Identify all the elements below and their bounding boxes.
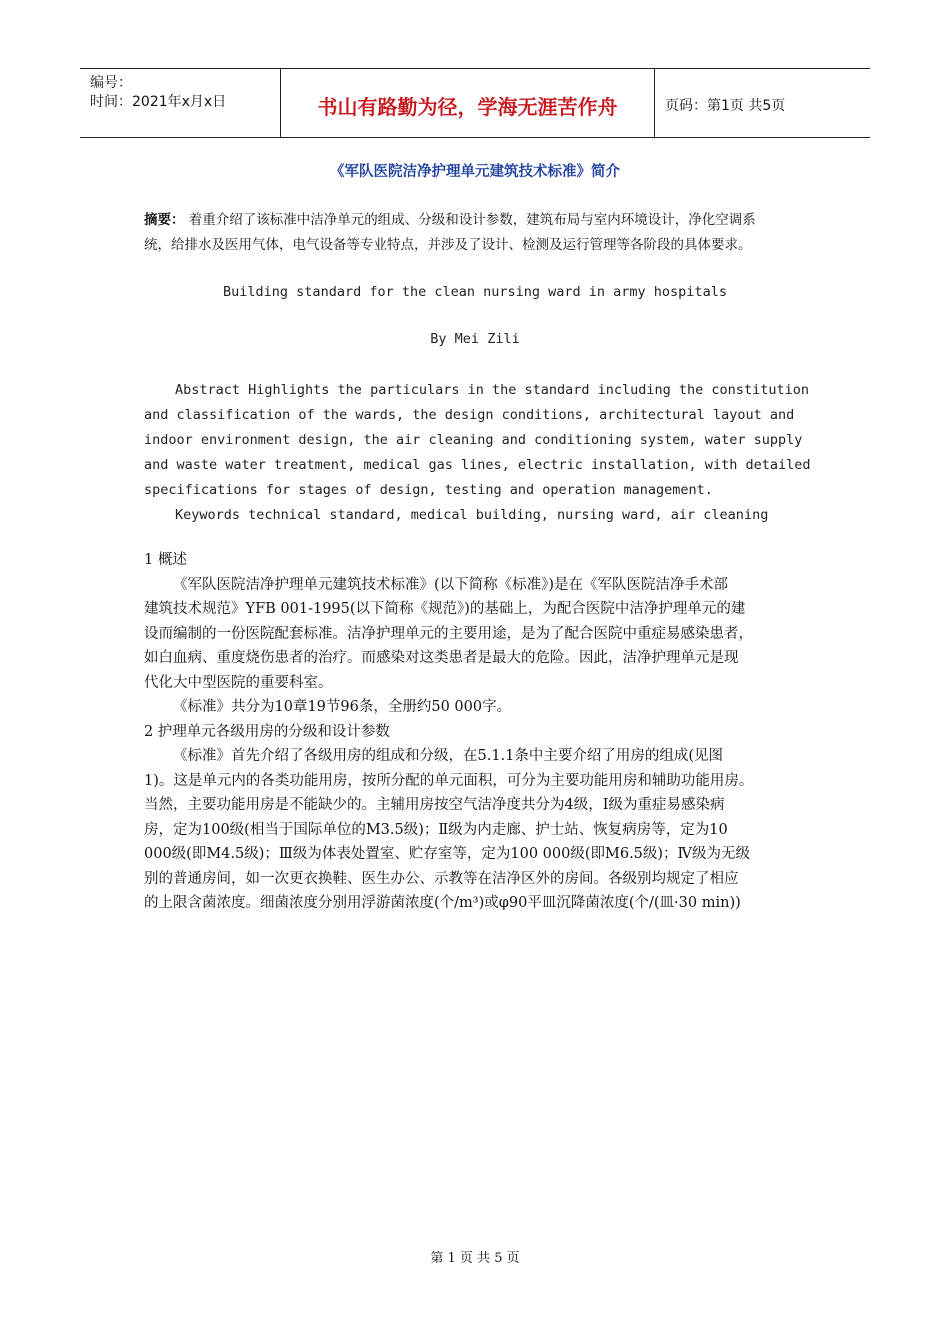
body-line: 建筑技术规范》YFB 001-1995(以下简称《规范》)的基础上，为配合医院中洁净护理单元的建 (144, 601, 746, 617)
section-2-heading: 2 护理单元各级用房的分级和设计参数 (144, 723, 390, 740)
english-abstract-line: specifications for stages of design, testing and operation management. (144, 482, 713, 498)
english-title: Building standard for the clean nursing ward in army hospitals (223, 284, 727, 300)
english-abstract-line: and waste water treatment, medical gas lines, electric installation, with detailed (144, 457, 811, 473)
body-line: 《军队医院洁净护理单元建筑技术标准》(以下简称《标准》)是在《军队医院洁净手术部 (173, 576, 729, 593)
body-line: 000级(即M4.5级)；Ⅲ级为体表处置室、贮存室等，定为100 000级(即M6.5级)；Ⅳ级为无级 (144, 846, 751, 862)
body-line: 设而编制的一份医院配套标准。洁净护理单元的主要用途，是为了配合医院中重症易感染患者， (144, 625, 753, 642)
header-meta-cell (80, 69, 281, 137)
document-body (144, 548, 814, 916)
body-line: 《标准》共分为10章19节96条，全册约50 000字。 (173, 699, 512, 715)
english-abstract-line: and classification of the wards, the design conditions, architectural layout and (144, 407, 795, 423)
body-line: 的上限含菌浓度。细菌浓度分别用浮游菌浓度(个/m³)或φ90平皿沉降菌浓度(个/(皿·30 min)) (144, 895, 741, 911)
body-line: 如白血病、重度烧伤患者的治疗。而感染对这类患者是最大的危险。因此，洁净护理单元是现 (144, 650, 739, 666)
chinese-abstract (144, 208, 809, 258)
abstract-line-2: 统，给排水及医用气体，电气设备等专业特点，并涉及了设计、检测及运行管理等各阶段的具体要求。 (144, 237, 752, 253)
number-label: 编号： (90, 75, 132, 91)
header-motto-cell (281, 69, 655, 137)
english-keywords: Keywords technical standard, medical building, nursing ward, air cleaning (175, 507, 769, 523)
english-abstract (144, 378, 824, 528)
body-line: 《标准》首先介绍了各级用房的组成和分级，在5.1.1条中主要介绍了用房的组成(见图 (173, 748, 724, 764)
body-line: 房，定为100级(相当于国际单位的M3.5级)；Ⅱ级为内走廊、护士站、恢复病房等，定为10 (144, 821, 728, 838)
header-page-cell (655, 69, 870, 137)
english-author: By Mei Zili (430, 331, 520, 347)
section-1-heading: 1 概述 (144, 552, 187, 568)
document-title: 《军队医院洁净护理单元建筑技术标准》简介 (330, 163, 620, 180)
body-line: 1)。这是单元内的各类功能用房，按所分配的单元面积，可分为主要功能用房和辅助功能用房。 (144, 772, 754, 789)
time-label: 时间：2021年x月x日 (90, 94, 227, 110)
body-line: 当然，主要功能用房是不能缺少的。主辅用房按空气洁净度共分为4级，Ⅰ级为重症易感染病 (144, 797, 725, 813)
page-info: 页码：第1页 共5页 (665, 98, 786, 114)
page-footer: 第 1 页 共 5 页 (430, 1251, 520, 1266)
document-header (80, 68, 870, 138)
abstract-line-1: 着重介绍了该标准中洁净单元的组成、分级和设计参数，建筑布局与室内环境设计，净化空调系 (184, 212, 756, 228)
english-abstract-line: Abstract Highlights the particulars in the standard including the constitution (175, 382, 809, 398)
english-abstract-line: indoor environment design, the air cleaning and conditioning system, water supply (144, 432, 803, 448)
abstract-label: 摘要： (144, 212, 185, 228)
motto: 书山有路勤为径，学海无涯苦作舟 (317, 95, 618, 119)
body-line: 代化大中型医院的重要科室。 (144, 674, 333, 691)
body-line: 别的普通房间，如一次更衣换鞋、医生办公、示教等在洁净区外的房间。各级别均规定了相应 (144, 870, 739, 887)
